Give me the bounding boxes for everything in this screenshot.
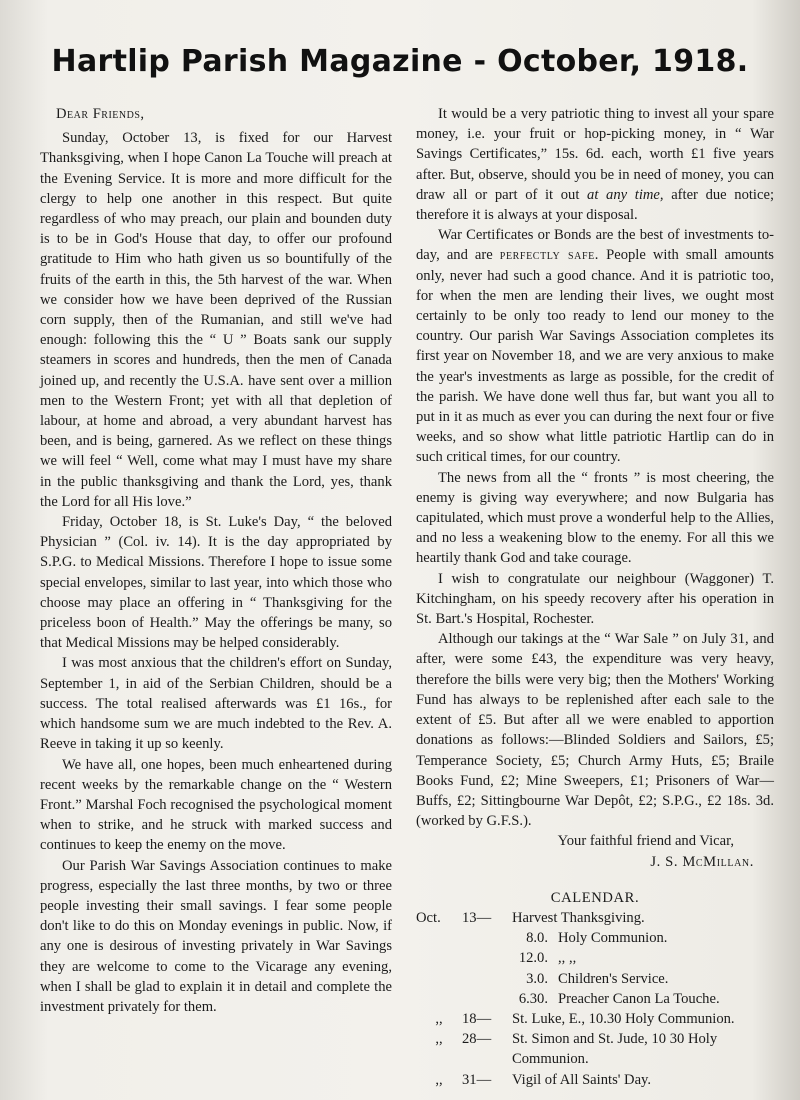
calendar-heading: CALENDAR. xyxy=(550,889,640,906)
paragraph-bonds xyxy=(416,225,774,467)
salutation: Dear Friends, xyxy=(56,106,145,122)
calendar xyxy=(416,908,774,1090)
paragraph-serbian-children: I was most anxious that the children's effort on Sunday, September 1, in aid of the Serbian Children, should be a success. The total realised afterwards was £1 16s., for which handsome sum we are much indebted to the Rev. A. Reeve in taking it up so keenly. xyxy=(40,655,392,753)
calendar-date: 28— xyxy=(462,1031,492,1048)
right-column xyxy=(416,104,774,1090)
service-name: Children's Service. xyxy=(558,970,669,987)
service-time: 3.0. xyxy=(526,970,548,987)
calendar-text: Vigil of All Saints' Day. xyxy=(512,1071,652,1088)
page-title: Hartlip Parish Magazine - October, 1918. xyxy=(51,44,749,79)
certificates-emphasis: at any time, xyxy=(587,186,664,203)
service-name: Holy Communion. xyxy=(558,930,668,947)
service-name: ,, ,, xyxy=(558,950,577,967)
calendar-service-row xyxy=(416,969,774,989)
calendar-continuation: Communion. xyxy=(512,1051,589,1068)
paragraph-certificates xyxy=(416,104,774,225)
calendar-date: 13— xyxy=(462,909,492,926)
calendar-service-row xyxy=(416,928,774,948)
service-time: 8.0. xyxy=(526,930,548,947)
paragraph-fronts-news: The news from all the “ fronts ” is most cheering, the enemy is giving way everywhere; and now Bulgaria has capitulated, which must prove a wonderful help to the Allies, and no less a weakening blow to the enemy. For all this we heartily thank God and take courage. xyxy=(416,469,774,567)
certificates-text-b: after due notice; therefore it is always at your disposal. xyxy=(416,186,774,224)
calendar-date: 18— xyxy=(462,1010,492,1027)
certificates-text-a: It would be a very patriotic thing to invest all your spare money, i.e. your fruit or hop-picking money, in “ War Savings Certificates,” 15s. 6d. each, worth £1 five years after. But, observe, should you be in need of money, you can draw all or part of it out xyxy=(416,106,774,203)
bonds-text-a: War Certificates or Bonds are the best of investments to-day, and are xyxy=(416,227,774,264)
signature: J. S. McMillan. xyxy=(650,853,754,870)
left-column xyxy=(40,104,392,1017)
calendar-text: St. Luke, E., 10.30 Holy Communion. xyxy=(512,1010,735,1027)
closing-line: Your faithful friend and Vicar, xyxy=(557,833,734,850)
service-time: 6.30. xyxy=(518,990,548,1007)
service-time: 12.0. xyxy=(518,950,548,967)
calendar-text: Harvest Thanksgiving. xyxy=(512,909,645,926)
calendar-text: St. Simon and St. Jude, 10 30 Holy xyxy=(512,1031,718,1048)
service-name: Preacher Canon La Touche. xyxy=(558,990,720,1007)
calendar-row xyxy=(416,1029,774,1049)
calendar-service-row xyxy=(416,989,774,1009)
paragraph-war-savings: Our Parish War Savings Association continues to make progress, especially the last three months, by two or three people investing their small savings. I fear some people don't like to do this on Monday evenings in public. Now, if any one is desirous of investing privately in War Savings they are welcome to come to the Vicarage any evening, when I shall be glad to explain it in detail and complete the investment privately for them. xyxy=(40,857,392,1015)
calendar-date: 31— xyxy=(462,1071,492,1088)
calendar-row xyxy=(416,1070,774,1090)
ditto-mark: ,, xyxy=(435,1071,443,1088)
bonds-small-caps: perfectly safe. xyxy=(499,247,600,264)
calendar-month: Oct. xyxy=(416,909,441,926)
paragraph-war-sale: Although our takings at the “ War Sale ” on July 31, and after, were some £43, the expenditure was very heavy, therefore the bills were very big; then the Mothers' Working Fund has always to be replenished after each sale to the extent of £5. But after all we were enabled to apportion donations as follows:—Blinded Soldiers and Sailors, £5; Temperance Society, £5; Church Army Huts, £5; Braile Books Fund, £2; Mine Sweepers, £1; Prisoners of War—Buffs, £2; Sittingbourne War Depôt, £2; S.P.G., £2 18s. 3d. (worked by G.F.S.). xyxy=(416,631,774,830)
calendar-row xyxy=(416,908,774,928)
ditto-mark: ,, xyxy=(435,1031,443,1048)
paragraph-congratulations: I wish to congratulate our neighbour (Waggoner) T. Kitchingham, on his speedy recovery after his operation in St. Bart.'s Hospital, Rochester. xyxy=(416,570,774,628)
calendar-row xyxy=(416,1009,774,1029)
paragraph-harvest: Sunday, October 13, is fixed for our Harvest Thanksgiving, when I hope Canon La Touche will preach at the Evening Service. It is more and more difficult for the clergy to help one another in this respect. But quite regardless of who may preach, our plain and bounden duty is to be in God's House that day, to offer our profound gratitude to Him who hath given us so bountifully of the fruits of the earth in this, the 5th harvest of the war. When we consider how we have been deprived of the Russian corn supply, then of the Rumanian, and still we've had enough: following this the “ U ” Boats sank our supply steamers in scores and hundreds, then the men of Canada joined up, and recently the U.S.A. have sent over a million men to the Western Front; yet with all that depletion of labour, at home and abroad, a very abundant harvest has been, and is being, garnered. As we reflect on these things we will feel “ Well, come what may I must have my share in the public thanksgiving and thank the Lord, yes, thank the Lord for all His love.” xyxy=(40,130,392,510)
bonds-text-b: People with small amounts only, never had such a good chance. And it is patriotic too, for when the men are lending their lives, we ought most certainly to be only too ready to lend our money to the country. Our parish War Savings Association completes its first year on November 18, and we are very anxious to make the year's investments as large as possible, for the credit of the parish. We have done well thus far, but want you all to put in it as much as ever you can during the next four or five weeks, and so show what little patriotic Hartlip can do in such critical times, for our country. xyxy=(416,247,774,466)
ditto-mark: ,, xyxy=(435,1010,443,1027)
paragraph-st-luke: Friday, October 18, is St. Luke's Day, “ the beloved Physician ” (Col. iv. 14). It is the day appropriated by S.P.G. to Medical Missions. Therefore I hope to issue some special envelopes, similar to last year, into which those who choose may place an offering in “ Thanksgiving for the priceless boon of Health.” May the offerings be many, so that Medical Missions may be helped considerably. xyxy=(40,514,392,652)
paragraph-western-front: We have all, one hopes, been much enheartened during recent weeks by the remarkable change on the “ Western Front.” Marshal Foch recognised the psychological moment when to strike, and he struck with marked success and continues to keep the enemy on the move. xyxy=(40,756,392,854)
calendar-service-row xyxy=(416,948,774,968)
